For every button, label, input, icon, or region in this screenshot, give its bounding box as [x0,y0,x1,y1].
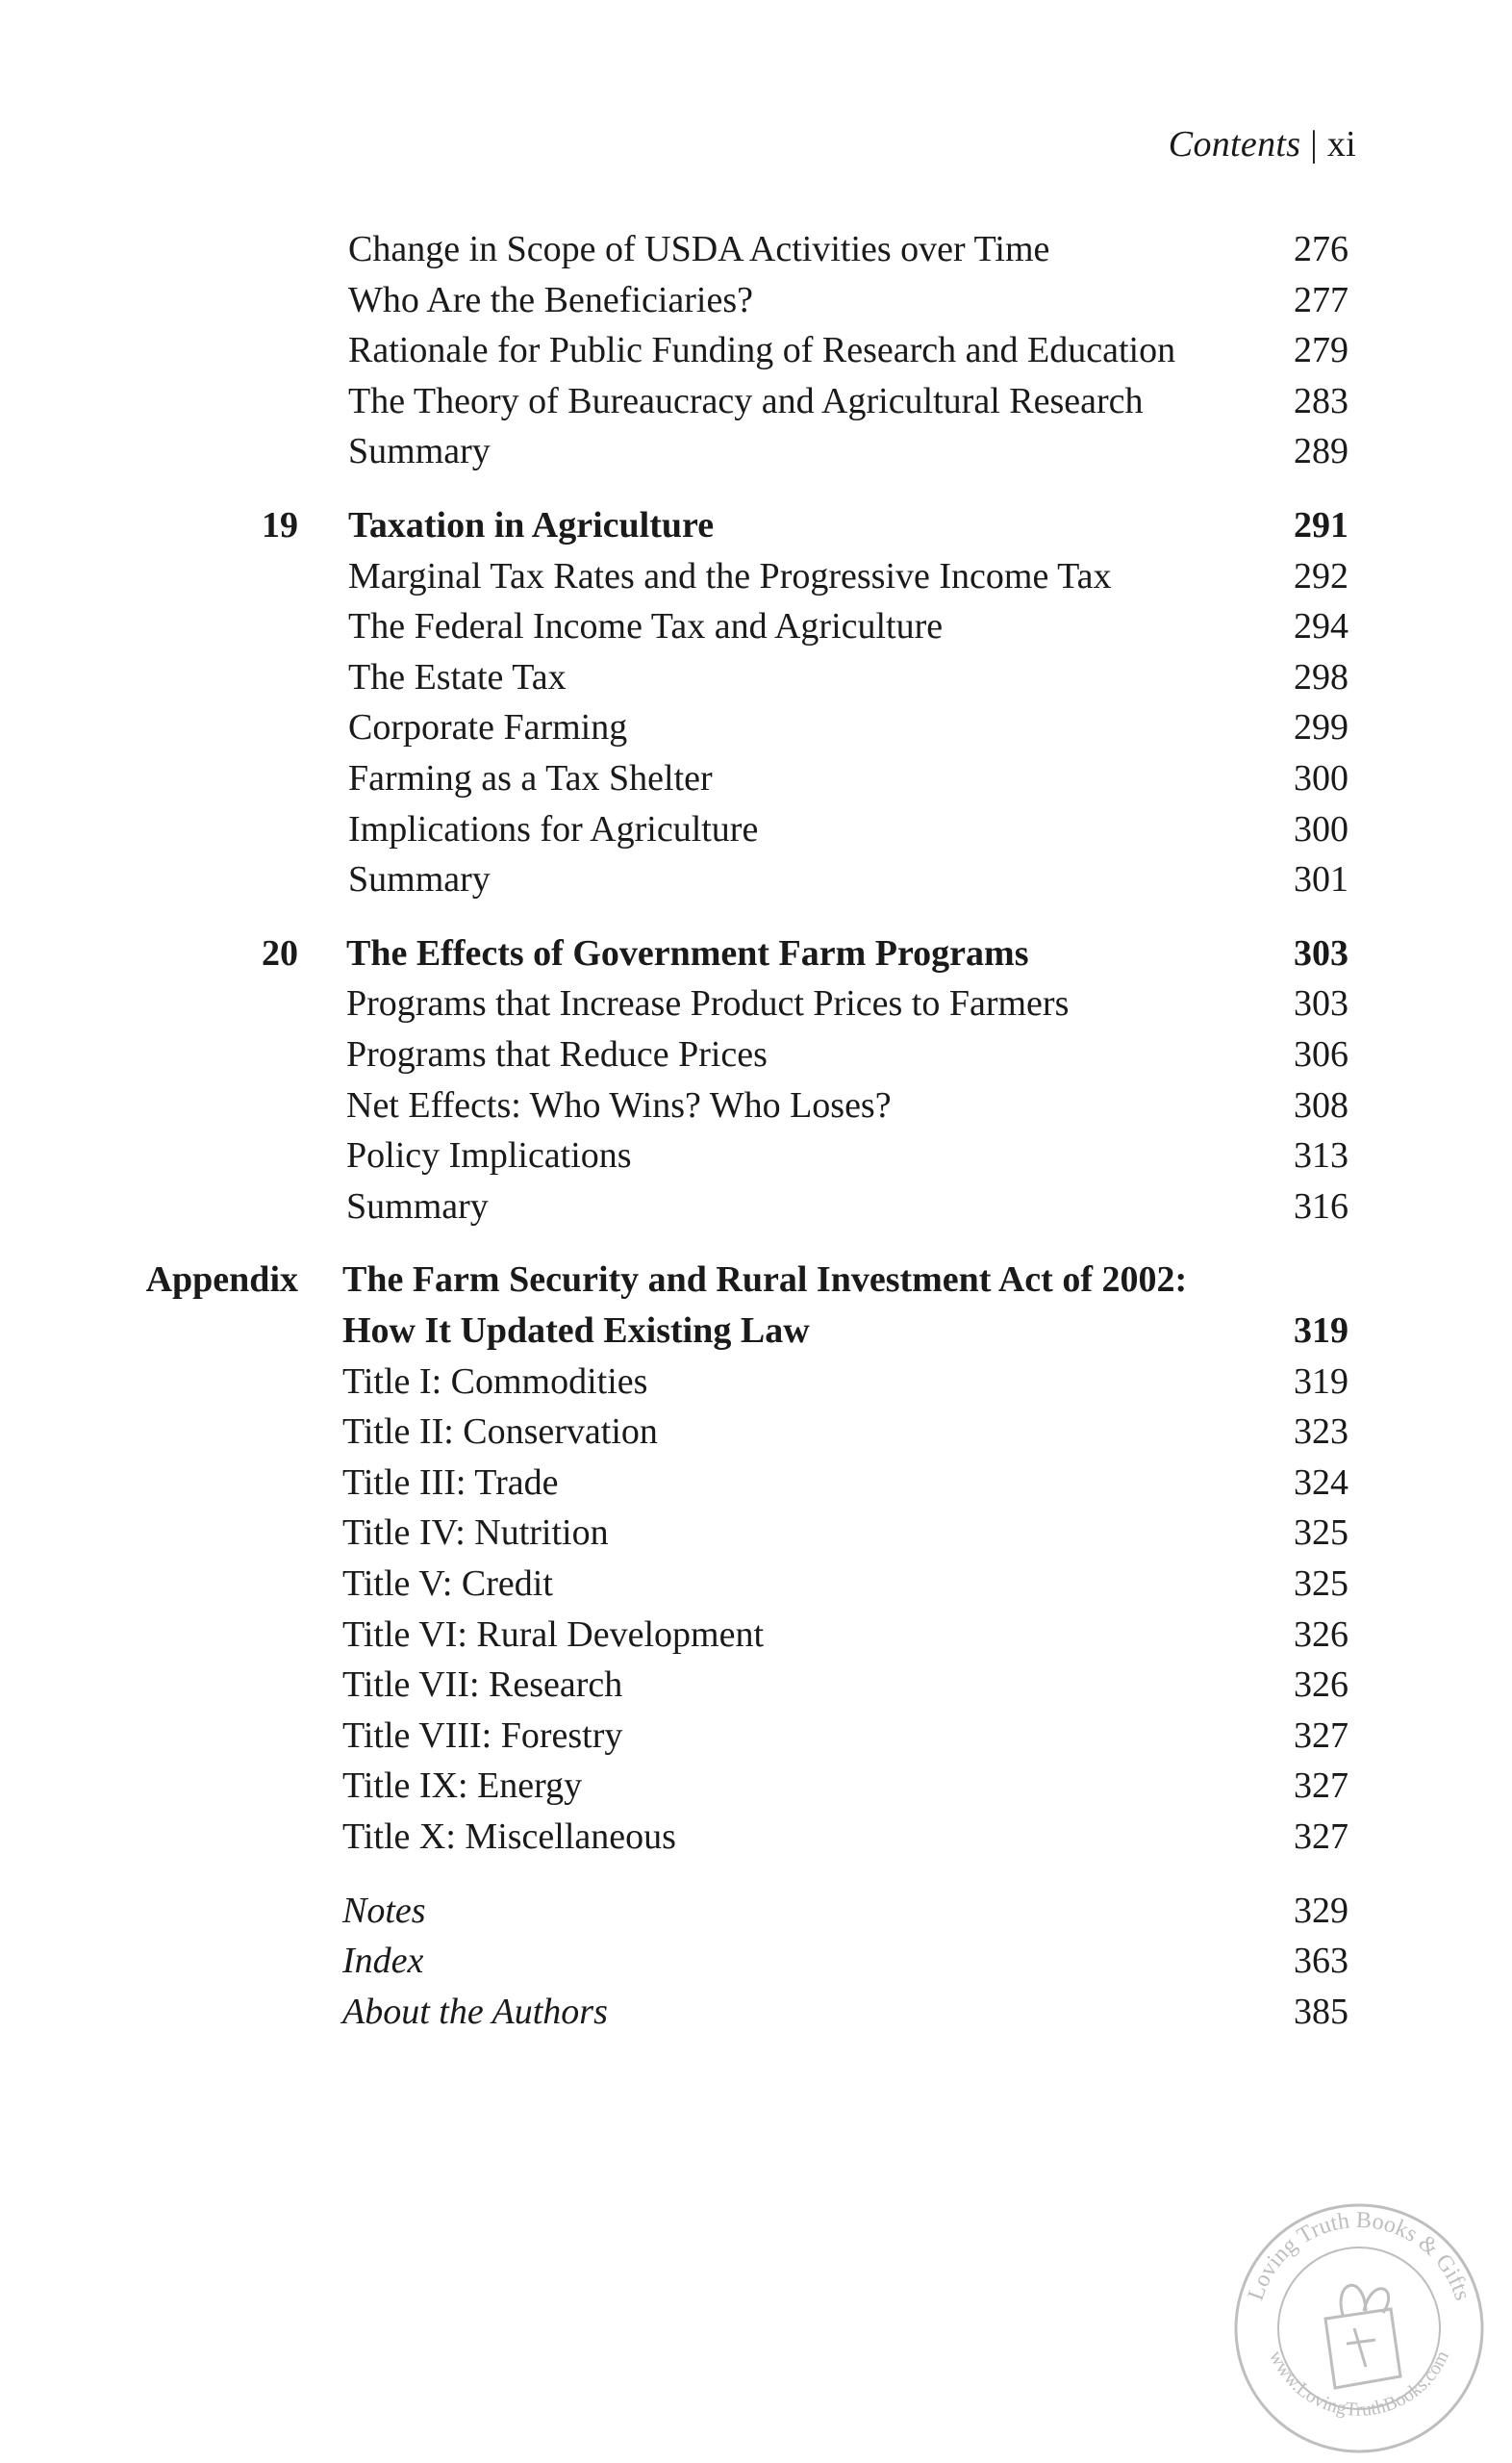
toc-page-number: 385 [1294,1992,1348,2032]
toc-page-number: 327 [1294,1715,1348,1756]
toc-section-row [0,425,1512,477]
toc-page-number: 294 [1294,606,1348,647]
toc-entry-title: The Effects of Government Farm Programs [346,933,1029,974]
toc-chapter-row [0,1305,1512,1357]
toc-page-number: 363 [1294,1941,1348,1981]
toc-section-row [0,701,1512,753]
toc-section-row [0,1028,1512,1080]
toc-page-number: 326 [1294,1664,1348,1705]
toc-entry-title: Net Effects: Who Wins? Who Loses? [346,1085,892,1126]
toc-entry-title: How It Updated Existing Law [342,1310,810,1351]
toc-section-row [0,600,1512,652]
toc-entry-title: Title I: Commodities [342,1361,648,1402]
toc-page-number: 303 [1294,933,1348,974]
toc-section-row [0,1406,1512,1458]
toc-entry-title: Title IX: Energy [342,1765,583,1806]
toc-page-number: 289 [1294,431,1348,471]
toc-page-number: 300 [1294,758,1348,799]
toc-section-row [0,1130,1512,1181]
toc-entry-title: Change in Scope of USDA Activities over Time [348,229,1050,269]
toc-page-number: 291 [1294,505,1348,546]
toc-section-row [0,1609,1512,1661]
toc-entry-title: Programs that Reduce Prices [346,1034,768,1075]
toc-entry-title: Title II: Conservation [342,1411,658,1452]
toc-page-number: 300 [1294,809,1348,850]
toc-entry-title: Title IV: Nutrition [342,1512,609,1553]
toc-entry-title: Implications for Agriculture [348,809,759,850]
toc-page-number: 277 [1294,280,1348,320]
toc-page-number: 308 [1294,1085,1348,1126]
toc-page-number: 323 [1294,1411,1348,1452]
toc-page-number: 325 [1294,1512,1348,1553]
toc-page-number: 326 [1294,1614,1348,1655]
toc-entry-title: Rationale for Public Funding of Research and Education [348,330,1176,370]
toc-entry-title: Programs that Increase Product Prices to Farmers [346,983,1070,1024]
toc-entry-title: Who Are the Beneficiaries? [348,280,753,320]
toc-section-row [0,853,1512,905]
toc-page-number: 279 [1294,330,1348,370]
toc-section-row [0,1079,1512,1131]
toc-entry-title: Title III: Trade [342,1462,559,1503]
toc-page-number: 329 [1294,1891,1348,1931]
toc-page-number: 316 [1294,1186,1348,1227]
toc-page-number: 319 [1294,1310,1348,1351]
toc-entry-title: Taxation in Agriculture [348,505,715,546]
toc-entry-title: Title VI: Rural Development [342,1614,765,1655]
toc-entry-title: The Estate Tax [348,657,567,698]
toc-section-row [0,651,1512,703]
toc-backmatter-row [0,1986,1512,2038]
toc-entry-title: About the Authors [342,1992,608,2032]
running-head-page-number: xi [1326,124,1356,165]
toc-entry-title: The Farm Security and Rural Investment Act of 2002: [342,1259,1188,1300]
toc-page-number: 313 [1294,1135,1348,1176]
toc-page-number: 298 [1294,657,1348,698]
toc-entry-title: Policy Implications [346,1135,632,1176]
toc-entry-title: Index [342,1941,424,1981]
toc-entry-title: The Federal Income Tax and Agriculture [348,606,944,647]
toc-backmatter-row [0,1885,1512,1937]
toc-page-number: 301 [1294,859,1348,900]
toc-page-number: 319 [1294,1361,1348,1402]
toc-section-row [0,324,1512,376]
toc-chapter-row [0,927,1512,979]
toc-chapter-number: 20 [262,933,298,974]
toc-page-number: 325 [1294,1563,1348,1604]
toc-backmatter-row [0,1935,1512,1987]
running-head-separator: | [1300,124,1327,165]
toc-section-row [0,978,1512,1029]
toc-entry-title: Title V: Credit [342,1563,553,1604]
toc-entry-title: Marginal Tax Rates and the Progressive Income Tax [348,556,1112,597]
toc-section-row [0,550,1512,602]
toc-entry-title: Summary [348,859,491,900]
toc-page-number: 324 [1294,1462,1348,1503]
toc-entry-title: The Theory of Bureaucracy and Agricultural Research [348,381,1144,421]
stamp-text-bottom: www.LovingTruthBooks.com [1265,2347,1453,2421]
toc-page-number: 306 [1294,1034,1348,1075]
toc-section-row [0,1507,1512,1559]
toc-page-number: 327 [1294,1765,1348,1806]
toc-section-row [0,1558,1512,1610]
toc-section-row [0,274,1512,326]
toc-page-number: 303 [1294,983,1348,1024]
running-head-title: Contents [1168,124,1301,165]
toc-section-row [0,1811,1512,1863]
toc-entry-title: Title X: Miscellaneous [342,1816,676,1857]
toc-section-row [0,1710,1512,1762]
bookstore-watermark-stamp [1220,2184,1499,2463]
toc-entry-title: Farming as a Tax Shelter [348,758,713,799]
toc-section-row [0,1457,1512,1509]
toc-entry-title: Summary [348,431,491,471]
toc-chapter-row [0,499,1512,551]
toc-chapter-number: 19 [262,505,298,546]
toc-chapter-row [0,1254,1512,1306]
toc-section-row [0,752,1512,804]
toc-section-row [0,223,1512,275]
toc-section-row [0,1760,1512,1812]
toc-section-row [0,803,1512,855]
toc-page-number: 327 [1294,1816,1348,1857]
toc-section-row [0,375,1512,427]
toc-entry-title: Corporate Farming [348,707,628,748]
toc-page-number: 299 [1294,707,1348,748]
gift-bag-icon [1325,2285,1400,2388]
toc-page-number: 292 [1294,556,1348,597]
toc-chapter-number: Appendix [145,1259,298,1300]
toc-section-row [0,1181,1512,1232]
toc-entry-title: Title VII: Research [342,1664,623,1705]
toc-entry-title: Notes [342,1891,426,1931]
stamp-text-top: Loving Truth Books & Gifts [1243,2207,1475,2304]
toc-section-row [0,1356,1512,1408]
toc-page-number: 283 [1294,381,1348,421]
toc-entry-title: Summary [346,1186,489,1227]
toc-section-row [0,1659,1512,1711]
toc-page-number: 276 [1294,229,1348,269]
toc-entry-title: Title VIII: Forestry [342,1715,623,1756]
